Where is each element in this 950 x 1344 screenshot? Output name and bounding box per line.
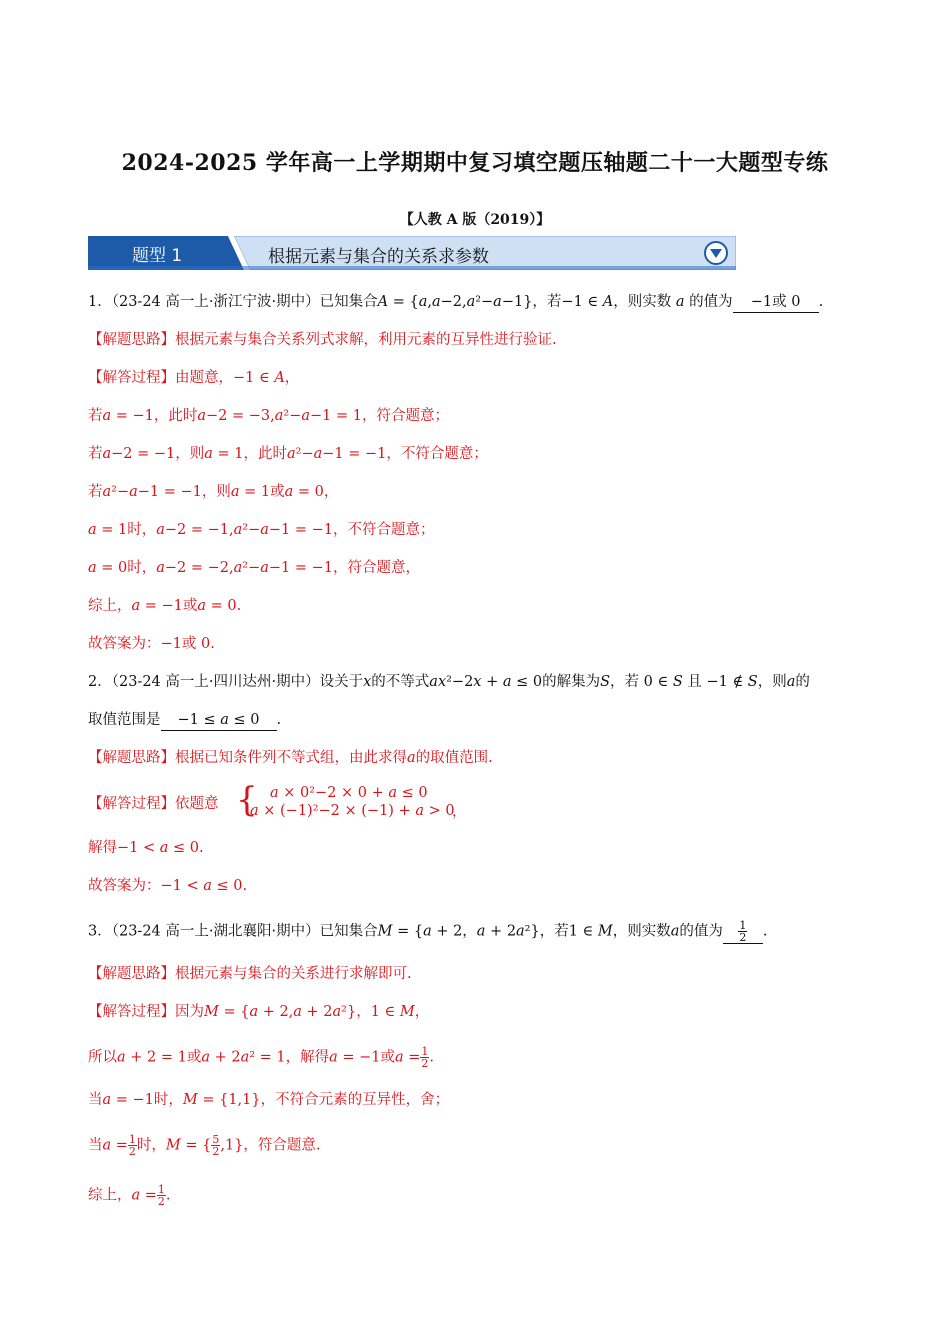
chevron-down-circle-icon	[704, 241, 728, 265]
question-1-solution-line: 综上，𝑎 = −1或𝑎 = 0.	[88, 598, 242, 614]
question-1-solution-line: 若𝑎²−𝑎−1 = −1，则𝑎 = 1或𝑎 = 0，	[88, 484, 339, 500]
question-1-answer: −1或 0	[733, 292, 819, 313]
question-2-answer: −1 ≤ 𝑎 ≤ 0	[161, 710, 277, 731]
question-3-stem: 3．（23-24 高一上·湖北襄阳·期中）已知集合𝑀 = {𝑎 + 2，𝑎 + 2𝑎²}，若1 ∈ 𝑀，则实数𝑎的值为 $\frac{1}{2}$ .	[88, 919, 768, 944]
question-1-stem: 1．（23-24 高一上·浙江宁波·期中）已知集合𝐴 = {𝑎,𝑎−2,𝑎²−𝑎−1}，若−1 ∈ 𝐴，则实数 𝑎 的值为 −1或 0 .	[88, 292, 823, 313]
question-2-solution-line: 【解答过程】依题意	[88, 796, 219, 812]
question-2-system-comma: ，	[452, 804, 467, 820]
question-3-solution-line: 当𝑎 = −1时，𝑀 = {1,1}，不符合元素的互异性，舍；	[88, 1092, 450, 1108]
question-1-solution-line: 𝑎 = 0时，𝑎−2 = −2,𝑎²−𝑎−1 = −1，符合题意，	[88, 560, 420, 576]
question-2-system-row: 𝑎 × (−1)²−2 × (−1) + 𝑎 > 0	[250, 803, 455, 819]
question-1-solution-line: 若𝑎−2 = −1，则𝑎 = 1，此时𝑎²−𝑎−1 = −1，不符合题意；	[88, 446, 488, 462]
question-2-solution-line: 解得−1 < 𝑎 ≤ 0.	[88, 840, 204, 856]
question-2-hint: 【解题思路】根据已知条件列不等式组，由此求得𝑎的取值范围.	[88, 750, 493, 766]
banner-topic-label: 根据元素与集合的关系求参数	[268, 247, 489, 267]
question-2-stem-cont: 取值范围是 −1 ≤ 𝑎 ≤ 0 .	[88, 710, 281, 731]
question-1-final-answer: 故答案为：−1或 0.	[88, 636, 215, 652]
question-1-solution-line: 𝑎 = 1时，𝑎−2 = −1,𝑎²−𝑎−1 = −1，不符合题意；	[88, 522, 435, 538]
question-2-final-answer: 故答案为：−1 < 𝑎 ≤ 0.	[88, 878, 248, 894]
document-subtitle: 【人教 A 版（2019）】	[399, 212, 551, 228]
question-3-answer: $\frac{1}{2}$	[723, 920, 763, 944]
question-1-solution-line: 若𝑎 = −1，此时𝑎−2 = −3,𝑎²−𝑎−1 = 1，符合题意；	[88, 408, 449, 424]
question-2-system-row: 𝑎 × 0²−2 × 0 + 𝑎 ≤ 0	[270, 785, 428, 801]
question-3-solution-line: 所以𝑎 + 2 = 1或𝑎 + 2𝑎² = 1，解得𝑎 = −1或𝑎 = $\frac{1}{2}$ .	[88, 1045, 435, 1070]
question-type-banner	[88, 236, 736, 270]
question-2-stem: 2．（23-24 高一上·四川达州·期中）设关于𝑥的不等式𝑎𝑥²−2𝑥 + 𝑎 ≤ 0的解集为𝑆，若 0 ∈ 𝑆 且 −1 ∉ 𝑆，则𝑎的	[88, 674, 810, 690]
question-1-hint: 【解题思路】根据元素与集合关系列式求解，利用元素的互异性进行验证.	[88, 332, 557, 348]
system-brace: {	[236, 780, 258, 820]
document-title: 2024-2025 学年高一上学期期中复习填空题压轴题二十一大题型专练	[121, 150, 829, 176]
question-3-hint: 【解题思路】根据元素与集合的关系进行求解即可.	[88, 966, 412, 982]
question-3-solution-line: 【解答过程】因为𝑀 = {𝑎 + 2,𝑎 + 2𝑎²}，1 ∈ 𝑀，	[88, 1004, 430, 1020]
question-1-solution-line: 【解答过程】由题意，−1 ∈ 𝐴，	[88, 370, 300, 386]
question-3-solution-line: 当𝑎 = $\frac{1}{2}$ 时，𝑀 = { $\frac{5}{2}$ ,1}，符合题意.	[88, 1133, 321, 1158]
question-3-final-line: 综上，𝑎 = $\frac{1}{2}$ .	[88, 1183, 171, 1208]
banner-type-label: 题型 1	[132, 246, 183, 266]
